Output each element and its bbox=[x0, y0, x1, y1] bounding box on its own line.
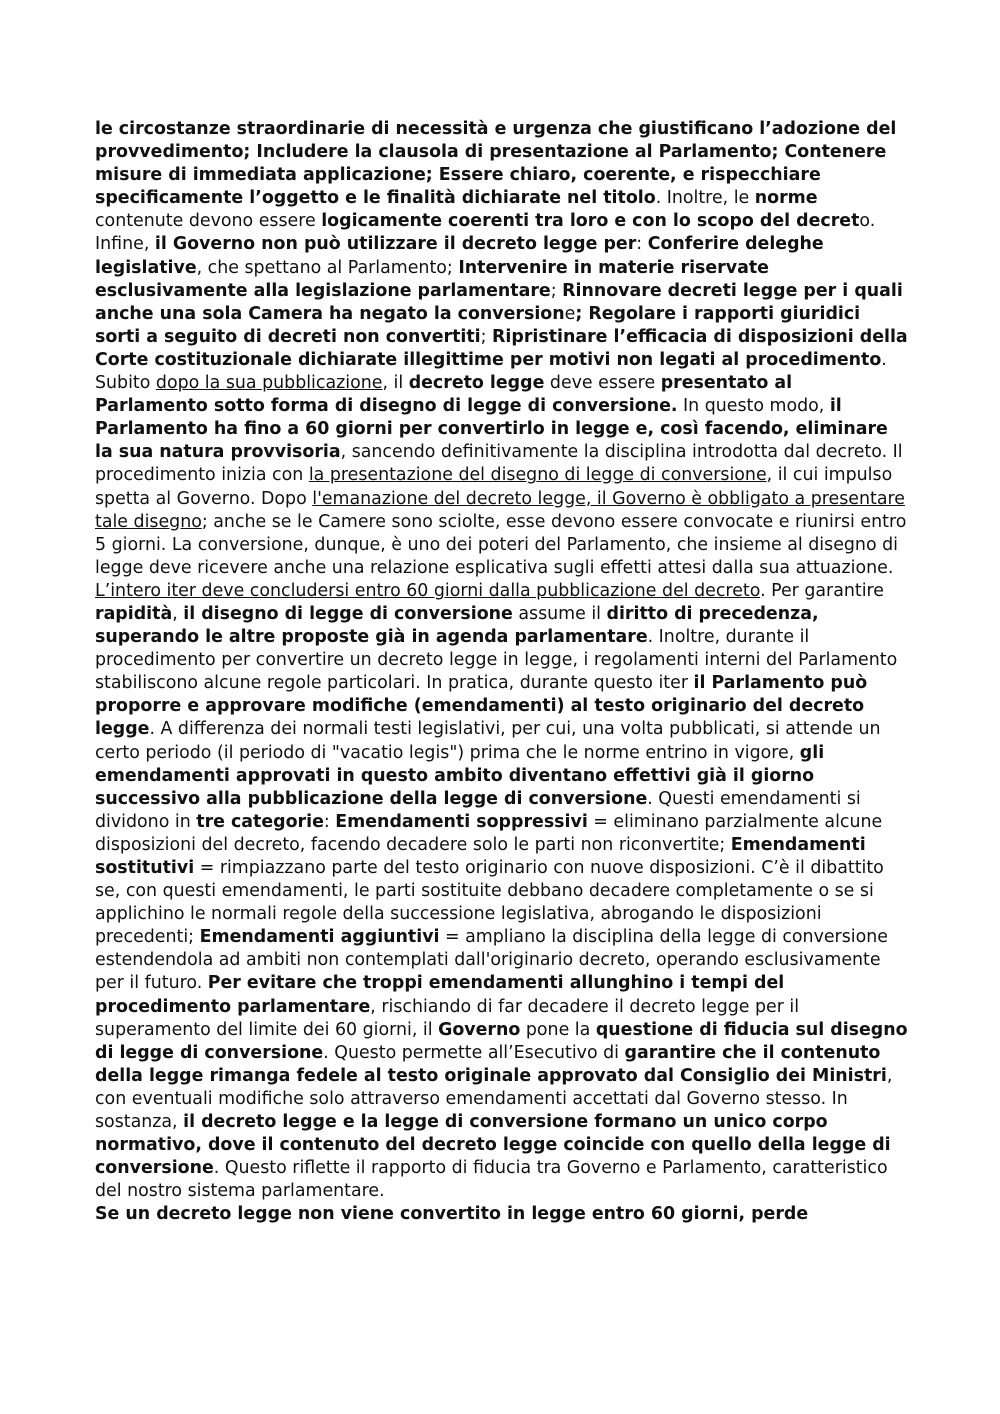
text-run: = rimpiazzano parte del testo originario con nuove disposizioni. C’è il dibattito se, con questi emendamenti, le parti sostituite debbano decadere completamente o se si applichino le normali regole della successione legislativa, abrogando le disposizioni precedenti; bbox=[95, 858, 884, 948]
document-page bbox=[95, 118, 910, 1227]
bold-text-run: Governo bbox=[438, 1019, 521, 1040]
text-run: = eliminano parzialmente alcune disposizioni del decreto, facendo decadere solo le parti non riconvertite; bbox=[95, 811, 883, 855]
text-run: : bbox=[636, 234, 648, 255]
underlined-text-run: l'emanazione del decreto legge, il Governo è obbligato a presentare tale disegno bbox=[95, 488, 905, 532]
bold-text-run: diritto di precedenza, superando le altre proposte già in agenda parlamentare bbox=[95, 603, 819, 648]
text-run: . Questo permette all’Esecutivo di bbox=[323, 1042, 625, 1063]
bold-text-run: il Parlamento può proporre e approvare modifiche (emendamenti) al testo originario del decreto legge bbox=[95, 673, 868, 740]
text-run: o. Infine, bbox=[95, 211, 876, 255]
bold-text-run: logicamente coerenti tra loro e con lo scopo del decret bbox=[321, 211, 860, 232]
paragraph-mancata-conversione bbox=[95, 1203, 910, 1226]
bold-text-run: Conferire deleghe legislative bbox=[95, 234, 824, 278]
text-run: . A differenza dei normali testi legislativi, per cui, una volta pubblicati, si attende un certo periodo (il periodo di "vacatio legis") prima che le norme entrino in vigore, bbox=[95, 719, 881, 763]
bold-text-run: Emendamenti sostitutivi bbox=[95, 834, 866, 878]
bold-text-run: rapidità bbox=[95, 603, 173, 624]
text-run: , con eventuali modifiche solo attraverso emendamenti accettati dal Governo stesso. In sostanza, bbox=[95, 1065, 893, 1133]
bold-text-run: il Parlamento ha fino a 60 giorni per convertirlo in legge e, così facendo, eliminare la sua natura provvisoria bbox=[95, 396, 888, 463]
text-run: contenute devono essere bbox=[95, 211, 322, 232]
text-run: . Per garantire bbox=[760, 580, 885, 601]
text-run: , sancendo definitivamente la disciplina introdotta dal decreto. Il procedimento inizia con bbox=[95, 442, 903, 486]
bold-text-run: il decreto legge e la legge di conversione formano un unico corpo normativo, dove il contenuto del decreto legge coincide con quello della legge di conversione bbox=[95, 1112, 891, 1179]
text-run: pone la bbox=[520, 1019, 596, 1040]
text-run: , bbox=[172, 603, 184, 624]
bold-text-run: Emendamenti soppressivi bbox=[335, 811, 588, 832]
bold-text-run: tre categorie bbox=[196, 811, 324, 832]
text-run: , il cui impulso spetta al Governo. Dopo bbox=[95, 465, 893, 509]
bold-text-run: questione di fiducia sul disegno di legge di conversione bbox=[95, 1019, 908, 1063]
text-run: , rischiando di far decadere il decreto legge per il superamento del limite dei 60 giorni, il bbox=[95, 996, 800, 1040]
text-run: . Subito bbox=[95, 349, 887, 394]
text-run: In questo modo, bbox=[677, 396, 830, 417]
text-run: ; anche se le Camere sono sciolte, esse devono essere convocate e riunirsi entro 5 giorni. La conversione, dunque, è uno dei poteri del Parlamento, che insieme al disegno di legge deve ricevere anche una relazione esplicativa sugli effetti attesi dalla sua attuazione. bbox=[95, 511, 907, 578]
text-run: . Inoltre, le bbox=[655, 188, 755, 209]
text-run: ; bbox=[480, 326, 493, 347]
text-run: , il bbox=[382, 373, 409, 394]
underlined-text-run: la presentazione del disegno di legge di conversione bbox=[308, 465, 767, 486]
text-run: . Questo riflette il rapporto di fiducia tra Governo e Parlamento, caratteristico del nostro sistema parlamentare. bbox=[95, 1158, 888, 1202]
bold-text-run: gli emendamenti approvati in questo ambito diventano effettivi già il giorno successivo alla pubblicazione della legge di conversione bbox=[95, 742, 825, 809]
text-run: : bbox=[323, 811, 336, 832]
paragraph-conversione-decreto-legge bbox=[95, 118, 910, 1203]
text-run: e bbox=[564, 303, 576, 324]
text-run: assume il bbox=[512, 603, 607, 624]
bold-text-run: il disegno di legge di conversione bbox=[183, 603, 513, 624]
bold-text-run: Intervenire in materie riservate esclusivamente alla legislazione parlamentare bbox=[95, 257, 769, 301]
text-run: ; bbox=[550, 280, 563, 301]
text-run: . Questi emendamenti si dividono in bbox=[95, 788, 861, 832]
bold-text-run: decreto legge bbox=[408, 373, 545, 394]
underlined-text-run: dopo la sua pubblicazione bbox=[155, 373, 383, 394]
bold-text-run: norme bbox=[754, 188, 818, 209]
bold-text-run: le circostanze straordinarie di necessità e urgenza che giustificano l’adozione del provvedimento; Includere la clausola di presentazione al Parlamento; Contenere misure di immediata applicazione; Essere chiaro, coerente, e rispecchiare specificamente l’oggetto e le finalità dichiarate nel titolo bbox=[95, 119, 897, 209]
text-run: = ampliano la disciplina della legge di conversione estendendola ad ambiti non contemplati dall'originario decreto, operando esclusivamente per il futuro. bbox=[95, 927, 888, 994]
bold-text-run: Rinnovare decreti legge per i quali anche una sola Camera ha negato la conversion bbox=[95, 280, 903, 324]
text-run: deve essere bbox=[544, 373, 661, 394]
bold-text-run: presentato al Parlamento sotto forma di disegno di legge di conversione. bbox=[95, 373, 793, 417]
text-run: , che spettano al Parlamento; bbox=[196, 257, 459, 278]
bold-text-run: Se un decreto legge non viene convertito in legge entro 60 giorni, perde bbox=[95, 1204, 809, 1225]
bold-text-run: il Governo non può utilizzare il decreto legge per bbox=[154, 234, 637, 255]
bold-text-run: Ripristinare l’efficacia di disposizioni della Corte costituzionale dichiarate illegittime per motivi non legati al procedimento bbox=[95, 326, 908, 370]
bold-text-run: ; Regolare i rapporti giuridici sorti a seguito di decreti non convertiti bbox=[95, 303, 861, 347]
bold-text-run: Per evitare che troppi emendamenti allunghino i tempi del procedimento parlamentare bbox=[95, 973, 785, 1017]
underlined-text-run: L’intero iter deve concludersi entro 60 giorni dalla pubblicazione del decreto bbox=[95, 580, 761, 601]
bold-text-run: garantire che il contenuto della legge rimanga fedele al testo originale approvato dal Consiglio dei Ministri bbox=[95, 1042, 887, 1086]
text-run: . Inoltre, durante il procedimento per convertire un decreto legge in legge, i regolamenti interni del Parlamento stabiliscono alcune regole particolari. In pratica, durante questo iter bbox=[95, 627, 898, 694]
bold-text-run: Emendamenti aggiuntivi bbox=[199, 927, 440, 948]
